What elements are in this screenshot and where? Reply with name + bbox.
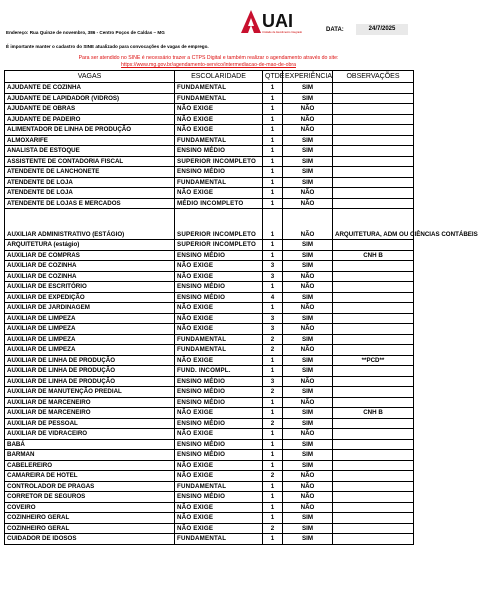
quantity-cell: 1: [263, 83, 283, 94]
observation-cell: [333, 376, 414, 387]
observation-cell: [333, 334, 414, 345]
uai-logo: [240, 9, 320, 35]
table-row: [5, 366, 414, 377]
quantity-cell: 3: [263, 376, 283, 387]
job-title-cell: AJUDANTE DE COZINHA: [5, 83, 175, 94]
education-cell: NÃO EXIGE: [175, 471, 263, 482]
observation-cell: [333, 93, 414, 104]
column-header-vagas: VAGAS: [5, 71, 175, 83]
job-title-cell: CORRETOR DE SEGUROS: [5, 492, 175, 503]
education-cell: NÃO EXIGE: [175, 408, 263, 419]
education-cell: ENSINO MÉDIO: [175, 376, 263, 387]
experience-cell: SIM: [283, 334, 333, 345]
table-row: [5, 418, 414, 429]
quantity-cell: 1: [263, 397, 283, 408]
experience-cell: NÃO: [283, 492, 333, 503]
quantity-cell: 2: [263, 471, 283, 482]
education-cell: NÃO EXIGE: [175, 261, 263, 272]
experience-cell: SIM: [283, 523, 333, 534]
education-cell: FUNDAMENTAL: [175, 93, 263, 104]
quantity-cell: 1: [263, 240, 283, 251]
quantity-cell: 1: [263, 366, 283, 377]
notice-line: É importante manter o cadastro do SINE atualizado para convocações de vagas de emprego.: [6, 44, 209, 49]
education-cell: SUPERIOR INCOMPLETO: [175, 156, 263, 167]
table-row: [5, 135, 414, 146]
quantity-cell: 1: [263, 250, 283, 261]
experience-cell: SIM: [283, 387, 333, 398]
table-row: [5, 324, 414, 335]
table-row: [5, 167, 414, 178]
table-row: [5, 177, 414, 188]
experience-cell: SIM: [283, 83, 333, 94]
observation-cell: [333, 114, 414, 125]
observation-cell: [333, 387, 414, 398]
experience-cell: NÃO: [283, 188, 333, 199]
job-title-cell: COZINHEIRO GERAL: [5, 523, 175, 534]
education-cell: ENSINO MÉDIO: [175, 387, 263, 398]
experience-cell: NÃO: [283, 209, 333, 240]
table-row: [5, 502, 414, 513]
experience-cell: SIM: [283, 240, 333, 251]
experience-cell: SIM: [283, 156, 333, 167]
education-cell: FUNDAMENTAL: [175, 135, 263, 146]
education-cell: SUPERIOR INCOMPLETO: [175, 209, 263, 240]
job-title-cell: AUXILIAR DE LIMPEZA: [5, 324, 175, 335]
quantity-cell: 3: [263, 271, 283, 282]
observation-cell: [333, 156, 414, 167]
table-row: [5, 104, 414, 115]
job-title-cell: AUXILIAR DE LIMPEZA: [5, 334, 175, 345]
education-cell: FUND. INCOMPL.: [175, 366, 263, 377]
job-title-cell: ALMOXARIFE: [5, 135, 175, 146]
quantity-cell: 2: [263, 334, 283, 345]
experience-cell: SIM: [283, 513, 333, 524]
table-row: [5, 146, 414, 157]
table-row: [5, 471, 414, 482]
table-row: [5, 439, 414, 450]
quantity-cell: 1: [263, 355, 283, 366]
quantity-cell: 1: [263, 146, 283, 157]
education-cell: NÃO EXIGE: [175, 324, 263, 335]
quantity-cell: 2: [263, 418, 283, 429]
observation-cell: [333, 282, 414, 293]
education-cell: FUNDAMENTAL: [175, 83, 263, 94]
observation-cell: [333, 177, 414, 188]
address-line: Endereço: Rua Quinze de novembro, 386 - Centro Poços de Caldas – MG: [6, 30, 165, 35]
job-title-cell: AUXILIAR DE MARCENEIRO: [5, 397, 175, 408]
quantity-cell: 1: [263, 303, 283, 314]
quantity-cell: 1: [263, 534, 283, 545]
quantity-cell: 1: [263, 93, 283, 104]
observation-cell: ARQUITETURA, ADM OU CIÊNCIAS CONTÁBEIS: [333, 209, 414, 240]
quantity-cell: 1: [263, 492, 283, 503]
job-title-cell: AUXILIAR ADMINISTRATIVO (ESTÁGIO): [5, 209, 175, 240]
observation-cell: [333, 125, 414, 136]
job-title-cell: AUXILIAR DE EXPEDIÇÃO: [5, 292, 175, 303]
appointment-link[interactable]: https://www.mg.gov.br/agendamento-servico/intermediacao-de-mao-de-obra: [121, 62, 296, 68]
education-cell: NÃO EXIGE: [175, 355, 263, 366]
experience-cell: SIM: [283, 534, 333, 545]
quantity-cell: 1: [263, 209, 283, 240]
job-title-cell: ANALISTA DE ESTOQUE: [5, 146, 175, 157]
quantity-cell: 1: [263, 408, 283, 419]
observation-cell: [333, 439, 414, 450]
quantity-cell: 1: [263, 167, 283, 178]
observation-cell: [333, 135, 414, 146]
experience-cell: NÃO: [283, 345, 333, 356]
job-title-cell: ATENDENTE DE LOJAS E MERCADOS: [5, 198, 175, 209]
quantity-cell: 1: [263, 114, 283, 125]
table-row: [5, 188, 414, 199]
job-title-cell: AUXILIAR DE LINHA DE PRODUÇÃO: [5, 355, 175, 366]
education-cell: ENSINO MÉDIO: [175, 418, 263, 429]
table-row: [5, 198, 414, 209]
observation-cell: [333, 271, 414, 282]
job-title-cell: AUXILIAR DE JARDINAGEM: [5, 303, 175, 314]
job-title-cell: AUXILIAR DE LINHA DE PRODUÇÃO: [5, 376, 175, 387]
table-row: [5, 534, 414, 545]
experience-cell: NÃO: [283, 198, 333, 209]
job-title-cell: BABÁ: [5, 439, 175, 450]
education-cell: NÃO EXIGE: [175, 114, 263, 125]
table-row: [5, 408, 414, 419]
table-row: [5, 303, 414, 314]
column-header-qtde: QTDE: [263, 71, 283, 83]
table-row: [5, 523, 414, 534]
job-title-cell: ATENDENTE DE LOJA: [5, 188, 175, 199]
experience-cell: SIM: [283, 313, 333, 324]
experience-cell: SIM: [283, 93, 333, 104]
job-title-cell: AUXILIAR DE LIMPEZA: [5, 313, 175, 324]
education-cell: ENSINO MÉDIO: [175, 292, 263, 303]
education-cell: NÃO EXIGE: [175, 429, 263, 440]
job-title-cell: ATENDENTE DE LOJA: [5, 177, 175, 188]
job-openings-table: [4, 70, 478, 545]
table-row: [5, 387, 414, 398]
education-cell: ENSINO MÉDIO: [175, 282, 263, 293]
experience-cell: SIM: [283, 450, 333, 461]
quantity-cell: 1: [263, 502, 283, 513]
experience-cell: NÃO: [283, 429, 333, 440]
education-cell: ENSINO MÉDIO: [175, 146, 263, 157]
experience-cell: SIM: [283, 418, 333, 429]
job-title-cell: BARMAN: [5, 450, 175, 461]
education-cell: ENSINO MÉDIO: [175, 397, 263, 408]
experience-cell: SIM: [283, 261, 333, 272]
observation-cell: [333, 303, 414, 314]
job-title-cell: CONTROLADOR DE PRAGAS: [5, 481, 175, 492]
education-cell: ENSINO MÉDIO: [175, 492, 263, 503]
table-row: [5, 345, 414, 356]
education-cell: NÃO EXIGE: [175, 313, 263, 324]
observation-cell: [333, 450, 414, 461]
job-title-cell: ALIMENTADOR DE LINHA DE PRODUÇÃO: [5, 125, 175, 136]
observation-cell: [333, 188, 414, 199]
table-row: [5, 282, 414, 293]
experience-cell: NÃO: [283, 324, 333, 335]
job-title-cell: CAMAREIRA DE HOTEL: [5, 471, 175, 482]
experience-cell: SIM: [283, 146, 333, 157]
table-row: [5, 93, 414, 104]
observation-cell: [333, 460, 414, 471]
quantity-cell: 1: [263, 135, 283, 146]
job-title-cell: COVEIRO: [5, 502, 175, 513]
table-row: [5, 250, 414, 261]
column-header-experiencia: EXPERIÊNCIA: [283, 71, 333, 83]
table-row: [5, 397, 414, 408]
quantity-cell: 1: [263, 282, 283, 293]
education-cell: NÃO EXIGE: [175, 303, 263, 314]
job-title-cell: ARQUITETURA (estágio): [5, 240, 175, 251]
job-title-cell: CABELEREIRO: [5, 460, 175, 471]
document-header: [0, 0, 417, 70]
job-title-cell: ATENDENTE DE LANCHONETE: [5, 167, 175, 178]
job-title-cell: AUXILIAR DE LIMPEZA: [5, 345, 175, 356]
quantity-cell: 1: [263, 156, 283, 167]
quantity-cell: 1: [263, 429, 283, 440]
observation-cell: [333, 481, 414, 492]
quantity-cell: 3: [263, 261, 283, 272]
experience-cell: SIM: [283, 439, 333, 450]
job-title-cell: AUXILIAR DE COMPRAS: [5, 250, 175, 261]
job-title-cell: AUXILIAR DE COZINHA: [5, 261, 175, 272]
observation-cell: [333, 261, 414, 272]
observation-cell: CNH B: [333, 408, 414, 419]
experience-cell: SIM: [283, 167, 333, 178]
table-row: [5, 271, 414, 282]
education-cell: NÃO EXIGE: [175, 188, 263, 199]
job-title-cell: AJUDANTE DE LAPIDADOR (VIDROS): [5, 93, 175, 104]
experience-cell: SIM: [283, 355, 333, 366]
education-cell: FUNDAMENTAL: [175, 177, 263, 188]
observation-cell: [333, 502, 414, 513]
experience-cell: NÃO: [283, 481, 333, 492]
quantity-cell: 2: [263, 387, 283, 398]
quantity-cell: 1: [263, 198, 283, 209]
experience-cell: SIM: [283, 408, 333, 419]
quantity-cell: 1: [263, 513, 283, 524]
quantity-cell: 1: [263, 188, 283, 199]
experience-cell: NÃO: [283, 303, 333, 314]
experience-cell: NÃO: [283, 104, 333, 115]
observation-cell: [333, 345, 414, 356]
job-title-cell: AUXILIAR DE COZINHA: [5, 271, 175, 282]
observation-cell: [333, 397, 414, 408]
job-title-cell: AUXILIAR DE MANUTENÇÃO PREDIAL: [5, 387, 175, 398]
quantity-cell: 1: [263, 460, 283, 471]
table-row: [5, 209, 414, 240]
observation-cell: [333, 534, 414, 545]
job-title-cell: CUIDADOR DE IDOSOS: [5, 534, 175, 545]
observation-cell: [333, 429, 414, 440]
experience-cell: SIM: [283, 292, 333, 303]
logo-wordmark: UAI: [262, 11, 293, 31]
experience-cell: NÃO: [283, 271, 333, 282]
table-row: [5, 429, 414, 440]
experience-cell: NÃO: [283, 114, 333, 125]
table-row: [5, 114, 414, 125]
observation-cell: [333, 146, 414, 157]
education-cell: NÃO EXIGE: [175, 271, 263, 282]
date-label: DATA:: [326, 27, 344, 33]
table-header-row: [5, 71, 414, 83]
quantity-cell: 1: [263, 125, 283, 136]
quantity-cell: 1: [263, 439, 283, 450]
education-cell: NÃO EXIGE: [175, 125, 263, 136]
experience-cell: SIM: [283, 366, 333, 377]
observation-cell: [333, 471, 414, 482]
table-row: [5, 460, 414, 471]
quantity-cell: 1: [263, 177, 283, 188]
education-cell: ENSINO MÉDIO: [175, 167, 263, 178]
education-cell: FUNDAMENTAL: [175, 345, 263, 356]
uai-flame-icon: [240, 9, 262, 35]
education-cell: FUNDAMENTAL: [175, 534, 263, 545]
table-row: [5, 355, 414, 366]
instruction-line: Para ser atendido no SINE é necessário trazer a CTPS Digital e também realizar o agendamento através do site:: [78, 55, 339, 61]
job-title-cell: ASSISTENTE DE CONTADORIA FISCAL: [5, 156, 175, 167]
job-title-cell: AUXILIAR DE PESSOAL: [5, 418, 175, 429]
quantity-cell: 1: [263, 104, 283, 115]
experience-cell: SIM: [283, 460, 333, 471]
job-title-cell: AJUDANTE DE OBRAS: [5, 104, 175, 115]
table-row: [5, 450, 414, 461]
observation-cell: [333, 104, 414, 115]
experience-cell: NÃO: [283, 502, 333, 513]
observation-cell: [333, 240, 414, 251]
education-cell: NÃO EXIGE: [175, 460, 263, 471]
experience-cell: NÃO: [283, 125, 333, 136]
observation-cell: **PCD**: [333, 355, 414, 366]
experience-cell: NÃO: [283, 282, 333, 293]
observation-cell: [333, 83, 414, 94]
quantity-cell: 1: [263, 481, 283, 492]
education-cell: NÃO EXIGE: [175, 502, 263, 513]
education-cell: SUPERIOR INCOMPLETO: [175, 240, 263, 251]
column-header-escolaridade: ESCOLARIDADE: [175, 71, 263, 83]
table-row: [5, 261, 414, 272]
observation-cell: [333, 313, 414, 324]
observation-cell: CNH B: [333, 250, 414, 261]
experience-cell: SIM: [283, 135, 333, 146]
education-cell: MÉDIO INCOMPLETO: [175, 198, 263, 209]
education-cell: NÃO EXIGE: [175, 104, 263, 115]
education-cell: ENSINO MÉDIO: [175, 450, 263, 461]
table-row: [5, 513, 414, 524]
table-row: [5, 240, 414, 251]
observation-cell: [333, 198, 414, 209]
experience-cell: NÃO: [283, 397, 333, 408]
quantity-cell: 3: [263, 313, 283, 324]
table-row: [5, 292, 414, 303]
experience-cell: SIM: [283, 177, 333, 188]
experience-cell: SIM: [283, 250, 333, 261]
job-title-cell: COZINHEIRO GERAL: [5, 513, 175, 524]
job-title-cell: AUXILIAR DE MARCENEIRO: [5, 408, 175, 419]
education-cell: NÃO EXIGE: [175, 513, 263, 524]
observation-cell: [333, 292, 414, 303]
quantity-cell: 2: [263, 523, 283, 534]
observation-cell: [333, 418, 414, 429]
job-title-cell: AJUDANTE DE PADEIRO: [5, 114, 175, 125]
observation-cell: [333, 366, 414, 377]
table-row: [5, 481, 414, 492]
experience-cell: NÃO: [283, 471, 333, 482]
table-row: [5, 125, 414, 136]
observation-cell: [333, 324, 414, 335]
table-row: [5, 156, 414, 167]
logo-subtitle: Unidade de Atendimento Integrado: [262, 31, 303, 34]
observation-cell: [333, 492, 414, 503]
observation-cell: [333, 167, 414, 178]
table-row: [5, 492, 414, 503]
education-cell: FUNDAMENTAL: [175, 481, 263, 492]
job-title-cell: AUXILIAR DE LINHA DE PRODUÇÃO: [5, 366, 175, 377]
date-value: 24/7/2025: [356, 24, 408, 35]
table-row: [5, 376, 414, 387]
education-cell: ENSINO MÉDIO: [175, 439, 263, 450]
experience-cell: NÃO: [283, 376, 333, 387]
quantity-cell: 4: [263, 292, 283, 303]
quantity-cell: 3: [263, 324, 283, 335]
education-cell: ENSINO MÉDIO: [175, 250, 263, 261]
table-row: [5, 334, 414, 345]
job-title-cell: AUXILIAR DE ESCRITÓRIO: [5, 282, 175, 293]
table-row: [5, 313, 414, 324]
job-title-cell: AUXILIAR DE VIDRACEIRO: [5, 429, 175, 440]
quantity-cell: 1: [263, 450, 283, 461]
table-row: [5, 83, 414, 94]
education-cell: FUNDAMENTAL: [175, 334, 263, 345]
column-header-observacoes: OBSERVAÇÕES: [333, 71, 414, 83]
observation-cell: [333, 513, 414, 524]
education-cell: NÃO EXIGE: [175, 523, 263, 534]
observation-cell: [333, 523, 414, 534]
quantity-cell: 2: [263, 345, 283, 356]
